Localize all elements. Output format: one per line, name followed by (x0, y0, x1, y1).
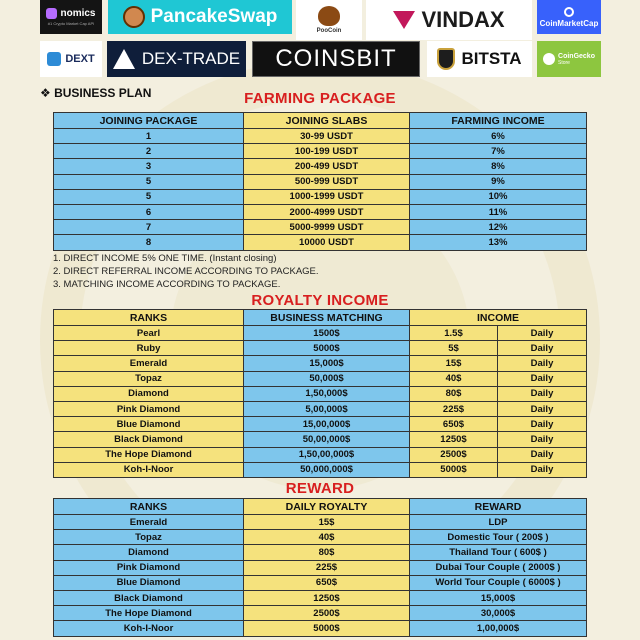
reward-table (53, 498, 587, 637)
table-row (54, 341, 587, 356)
table-cell: 30-99 USDT (244, 129, 410, 144)
table-cell: 5 (54, 174, 244, 189)
table-cell: 5000$ (244, 621, 410, 636)
table-row (54, 356, 587, 371)
table-cell: Daily (498, 462, 587, 477)
table-cell: 15$ (244, 515, 410, 530)
table-cell: 8% (410, 159, 587, 174)
table-cell: 7% (410, 144, 587, 159)
table-row (54, 220, 587, 235)
table-cell: 5000$ (244, 341, 410, 356)
table-cell: 10% (410, 189, 587, 204)
table-cell: 30,000$ (410, 606, 587, 621)
table-row (54, 204, 587, 219)
table-cell: 1250$ (244, 590, 410, 605)
farming-package-title: FARMING PACKAGE (244, 90, 396, 107)
table-row (54, 606, 587, 621)
table-cell: Ruby (54, 341, 244, 356)
gecko-icon (543, 53, 555, 65)
table-cell: 1 (54, 129, 244, 144)
table-row (54, 386, 587, 401)
table-cell: Daily (498, 417, 587, 432)
table-cell: 100-199 USDT (244, 144, 410, 159)
column-header: BUSINESS MATCHING (244, 310, 410, 326)
column-header: DAILY ROYALTY (244, 499, 410, 515)
table-row (54, 575, 587, 590)
coingecko-logo: CoinGecko Store (537, 41, 601, 77)
table-cell: LDP (410, 515, 587, 530)
table-cell: Diamond (54, 545, 244, 560)
cmc-icon (564, 7, 574, 17)
table-row (54, 560, 587, 575)
table-cell: 2500$ (244, 606, 410, 621)
table-cell: 50,00,000$ (244, 432, 410, 447)
table-cell: 10000 USDT (244, 235, 410, 250)
coinsbit-logo: COINSBIT (252, 41, 420, 77)
table-cell: Blue Diamond (54, 417, 244, 432)
table-row (54, 417, 587, 432)
table-cell: Topaz (54, 530, 244, 545)
note-line: 3. MATCHING INCOME ACCORDING TO PACKAGE. (53, 279, 281, 290)
table-cell: Daily (498, 371, 587, 386)
note-line: 1. DIRECT INCOME 5% ONE TIME. (Instant closing) (53, 253, 277, 264)
table-cell: Diamond (54, 386, 244, 401)
table-cell: 5,00,000$ (244, 401, 410, 416)
table-cell: Emerald (54, 356, 244, 371)
table-cell: World Tour Couple ( 6000$ ) (410, 575, 587, 590)
table-cell: 1000-1999 USDT (244, 189, 410, 204)
table-cell: Black Diamond (54, 432, 244, 447)
table-cell: Daily (498, 432, 587, 447)
table-cell: 15,000$ (410, 590, 587, 605)
table-row (54, 447, 587, 462)
column-header: REWARD (410, 499, 587, 515)
table-cell: 3 (54, 159, 244, 174)
table-cell: Daily (498, 386, 587, 401)
bitsta-shield-icon (437, 48, 455, 70)
table-cell: Daily (498, 341, 587, 356)
table-cell: 5 (54, 189, 244, 204)
table-cell: Koh-I-Noor (54, 621, 244, 636)
table-cell: Pink Diamond (54, 560, 244, 575)
table-cell: 500-999 USDT (244, 174, 410, 189)
dextrade-logo: DEX-TRADE (107, 41, 246, 77)
table-row (54, 590, 587, 605)
table-cell: 650$ (410, 417, 498, 432)
dext-logo: DEXT (40, 41, 102, 77)
exchange-logos-row-1 (0, 0, 640, 40)
table-cell: Pink Diamond (54, 401, 244, 416)
table-cell: 1,50,00,000$ (244, 447, 410, 462)
column-header: INCOME (410, 310, 587, 326)
table-cell: 650$ (244, 575, 410, 590)
table-cell: The Hope Diamond (54, 606, 244, 621)
table-row (54, 515, 587, 530)
table-header-row (54, 499, 587, 515)
table-cell: 1,00,000$ (410, 621, 587, 636)
table-cell: 2000-4999 USDT (244, 204, 410, 219)
table-cell: Daily (498, 401, 587, 416)
exchange-logos-row-2 (0, 41, 640, 81)
table-cell: 7 (54, 220, 244, 235)
farming-table (53, 112, 587, 251)
poocoin-logo: PooCoin (296, 0, 362, 40)
table-row (54, 432, 587, 447)
table-cell: Domestic Tour ( 200$ ) (410, 530, 587, 545)
table-cell: 1.5$ (410, 326, 498, 341)
farming-notes (53, 252, 319, 291)
table-cell: 15$ (410, 356, 498, 371)
table-row (54, 174, 587, 189)
column-header: JOINING PACKAGE (54, 113, 244, 129)
table-cell: 1250$ (410, 432, 498, 447)
table-header-row (54, 310, 587, 326)
table-cell: Dubai Tour Couple ( 2000$ ) (410, 560, 587, 575)
table-row (54, 371, 587, 386)
table-cell: 5$ (410, 341, 498, 356)
table-cell: 6% (410, 129, 587, 144)
royalty-table (53, 309, 587, 478)
table-cell: Thailand Tour ( 600$ ) (410, 545, 587, 560)
table-cell: 1500$ (244, 326, 410, 341)
pancakeswap-logo: PancakeSwap (108, 0, 292, 34)
table-cell: Daily (498, 326, 587, 341)
table-cell: 1,50,000$ (244, 386, 410, 401)
table-cell: 225$ (244, 560, 410, 575)
dext-icon (47, 52, 61, 66)
table-row (54, 129, 587, 144)
table-cell: 50,000$ (244, 371, 410, 386)
table-cell: 9% (410, 174, 587, 189)
table-cell: 15,00,000$ (244, 417, 410, 432)
table-cell: 13% (410, 235, 587, 250)
table-row (54, 401, 587, 416)
table-cell: 8 (54, 235, 244, 250)
nomics-logo: nomics #1 Crypto Market Cap API (40, 0, 102, 34)
table-cell: 40$ (244, 530, 410, 545)
coinmarketcap-logo: CoinMarketCap (537, 0, 601, 34)
table-row (54, 545, 587, 560)
table-cell: 40$ (410, 371, 498, 386)
vindax-logo: VINDAX (366, 0, 532, 40)
table-cell: Daily (498, 356, 587, 371)
table-cell: 200-499 USDT (244, 159, 410, 174)
column-header: JOINING SLABS (244, 113, 410, 129)
table-header-row (54, 113, 587, 129)
dextrade-triangle-icon (113, 49, 135, 69)
table-row (54, 235, 587, 250)
table-cell: Koh-I-Noor (54, 462, 244, 477)
table-row (54, 462, 587, 477)
table-cell: 80$ (410, 386, 498, 401)
reward-table-body (54, 515, 587, 637)
column-header: RANKS (54, 310, 244, 326)
table-cell: 11% (410, 204, 587, 219)
table-cell: 15,000$ (244, 356, 410, 371)
table-cell: 2 (54, 144, 244, 159)
table-cell: Black Diamond (54, 590, 244, 605)
table-cell: 80$ (244, 545, 410, 560)
table-row (54, 144, 587, 159)
table-row (54, 189, 587, 204)
table-cell: Daily (498, 447, 587, 462)
poo-icon (318, 6, 340, 26)
table-cell: The Hope Diamond (54, 447, 244, 462)
note-line: 2. DIRECT REFERRAL INCOME ACCORDING TO PACKAGE. (53, 266, 319, 277)
table-cell: 5000$ (410, 462, 498, 477)
table-row (54, 159, 587, 174)
table-cell: Blue Diamond (54, 575, 244, 590)
table-row (54, 621, 587, 636)
royalty-table-body (54, 326, 587, 478)
table-cell: 2500$ (410, 447, 498, 462)
table-cell: 12% (410, 220, 587, 235)
bitsta-logo: BITSTA (427, 41, 532, 77)
pancake-bunny-icon (123, 6, 145, 28)
table-cell: 6 (54, 204, 244, 219)
reward-title: REWARD (285, 480, 355, 497)
business-plan-label: ❖ BUSINESS PLAN (40, 86, 152, 100)
vindax-v-icon (393, 11, 415, 29)
table-cell: 50,000,000$ (244, 462, 410, 477)
royalty-income-title: ROYALTY INCOME (251, 292, 389, 309)
table-cell: 5000-9999 USDT (244, 220, 410, 235)
table-cell: Pearl (54, 326, 244, 341)
table-row (54, 530, 587, 545)
nomics-icon (46, 8, 57, 19)
column-header: FARMING INCOME (410, 113, 587, 129)
table-row (54, 326, 587, 341)
table-cell: 225$ (410, 401, 498, 416)
farming-table-body (54, 129, 587, 251)
table-cell: Emerald (54, 515, 244, 530)
column-header: RANKS (54, 499, 244, 515)
table-cell: Topaz (54, 371, 244, 386)
